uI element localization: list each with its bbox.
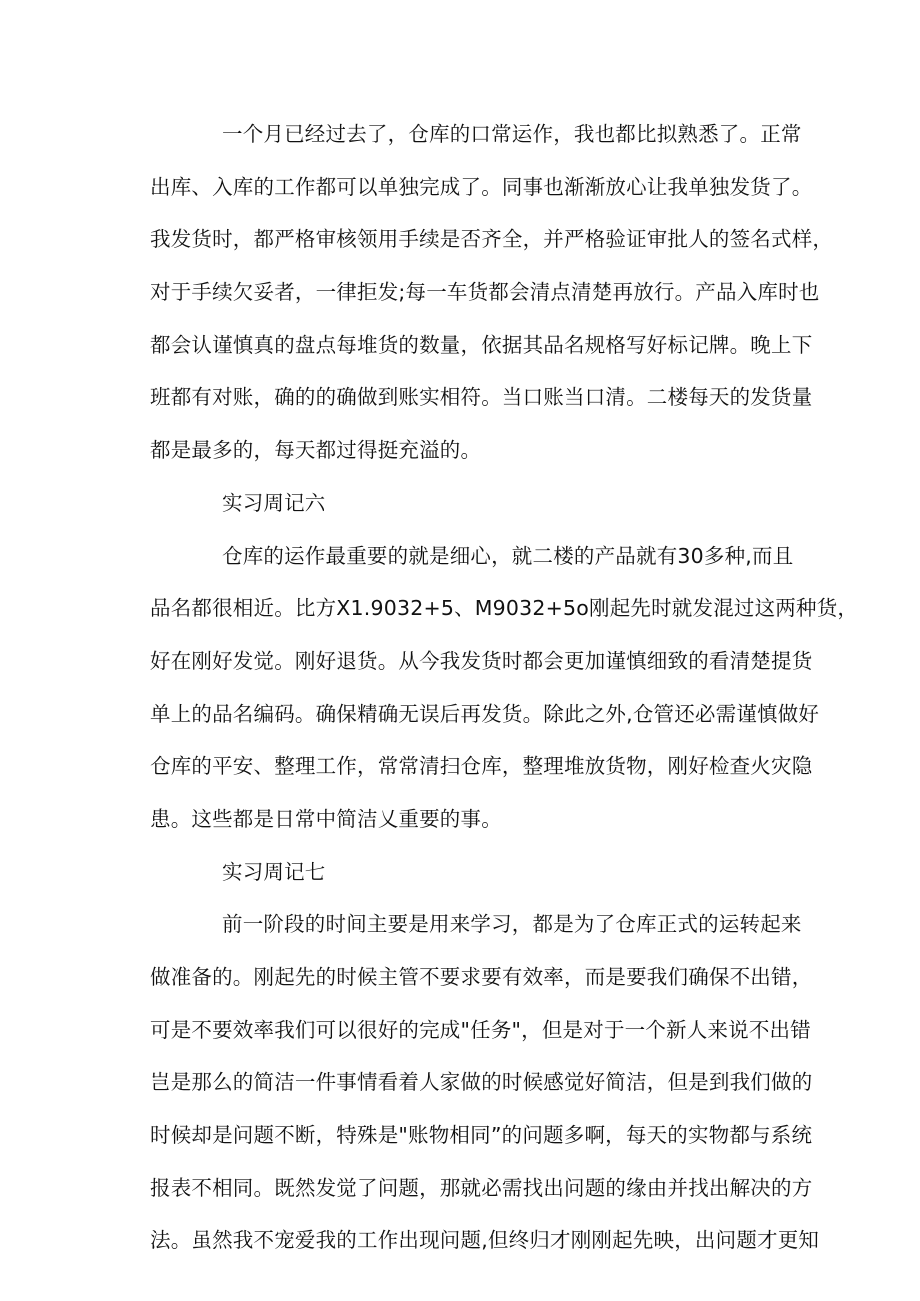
section-heading: 实习周记六 [222, 490, 326, 515]
paragraph-line: 我发货时，都严格审核领用手续是否齐全，并严格验证审批人的签名式样， [150, 227, 834, 252]
paragraph-line: 都是最多的，每天都过得挺充溢的。 [150, 438, 482, 463]
paragraph-line: 仓库的平安、整理工作，常常清扫仓库，整理堆放货物，刚好检查火灾隐 [150, 754, 813, 779]
paragraph-line: 单上的品名编码。确保精确无误后再发货。除此之外,仓管还必需谨慎做好 [150, 701, 820, 726]
paragraph-line: 法。虽然我不宠爱我的工作出现问题,但终归才刚刚起先映，出问题才更知 [150, 1228, 820, 1253]
paragraph-line: 班都有对账，确的的确做到账实相符。当口账当口清。二楼每天的发货量 [150, 385, 813, 410]
paragraph-line: 可是不要效率我们可以很好的完成"任务"，但是对于一个新人来说不出错 [150, 1017, 811, 1042]
paragraph-line: 品名都很相近。比方X1.9032+5、M9032+5o刚起先时就发混过这两种货， [150, 596, 859, 621]
paragraph-line: 前一阶段的时间主要是用来学习，都是为了仓库正式的运转起来 [222, 912, 802, 937]
paragraph-line: 时候却是问题不断，特殊是"账物相同”的问题多啊，每天的实物都与系统 [150, 1123, 813, 1148]
paragraph-line: 仓库的运作最重要的就是细心，就二楼的产品就有30多种,而且 [222, 543, 794, 568]
paragraph-line: 出库、入库的工作都可以单独完成了。同事也渐渐放心让我单独发货了。 [150, 174, 813, 199]
paragraph-line: 对于手续欠妥者，一律拒发;每一车货都会清点清楚再放行。产品入库时也 [150, 280, 820, 305]
section-heading: 实习周记七 [222, 859, 326, 884]
document-body [150, 108, 859, 1267]
paragraph-line: 岂是那么的简洁一件事情看着人家做的时候感觉好简洁，但是到我们做的 [150, 1070, 813, 1095]
paragraph-line: 报表不相同。既然发觉了问题，那就必需找出问题的缘由并找出解决的方 [150, 1175, 813, 1200]
paragraph-line: 患。这些都是日常中简洁乂重要的事。 [150, 806, 502, 831]
paragraph-line: 一个月已经过去了，仓库的口常运作，我也都比拟熟悉了。正常 [222, 122, 802, 146]
paragraph-line: 都会认谨慎真的盘点每堆货的数量，依据其品名规格写好标记牌。晚上下 [150, 332, 813, 357]
paragraph-line: 好在刚好发觉。刚好退货。从今我发货时都会更加谨慎细致的看清楚提货 [150, 648, 813, 673]
paragraph-line: 做准备的。刚起先的时候主管不要求要有效率，而是要我们确保不出错， [150, 965, 813, 989]
